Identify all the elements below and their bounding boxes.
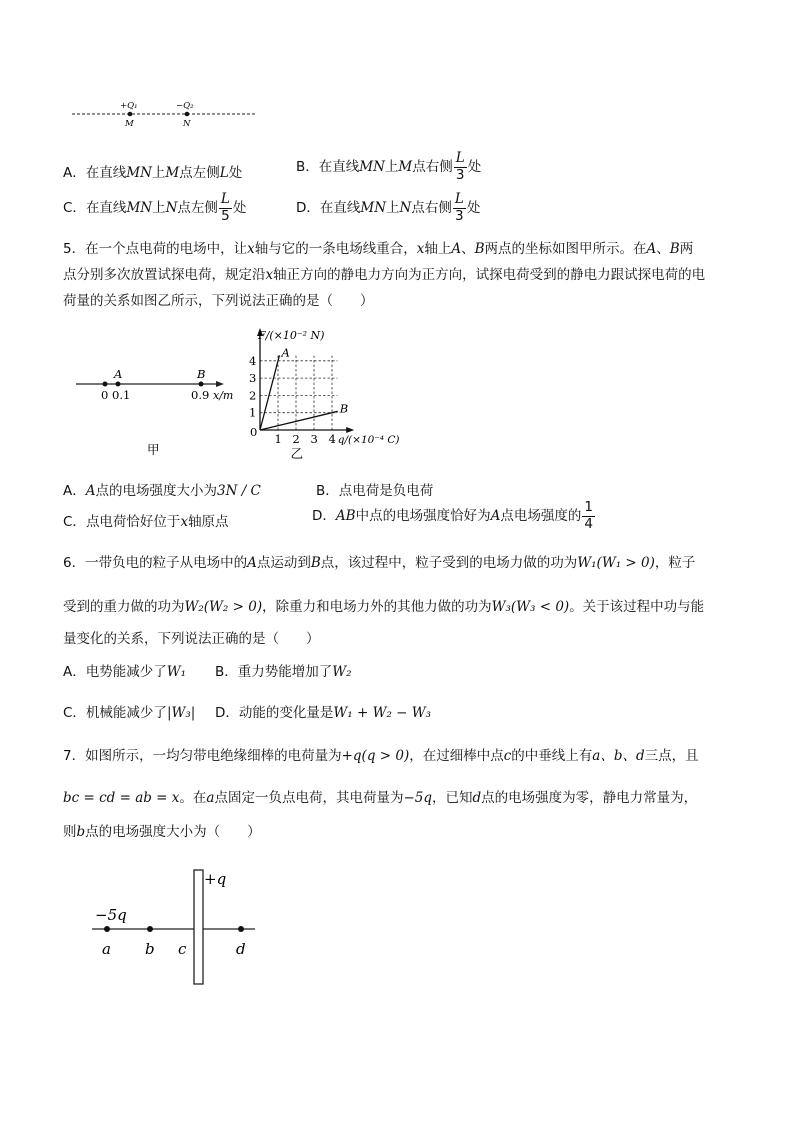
- q5-stem-line2: 点分别多次放置试探电荷，规定沿x轴正方向的静电力方向为正方向，试探电荷受到的静电力跟试探电荷的电: [63, 267, 706, 283]
- q4-option-a[interactable]: A．在直线MN上M点左侧L处: [63, 165, 243, 181]
- figure-jia: [74, 362, 244, 462]
- label-n: N: [183, 119, 191, 129]
- x-axis-title: q/(×10⁻⁴ C): [337, 434, 400, 446]
- q4-option-d[interactable]: D．在直线MN上N点右侧 $\frac{L}{3}$ 处: [296, 191, 481, 224]
- q7-stem-line1: 7．如图所示，一均匀带电绝缘细棒的电荷量为+q(q > 0)，在过细棒中点c的中垂线上有a、b、d三点，且: [63, 748, 699, 764]
- q6-stem-line3: 量变化的关系，下列说法正确的是（ ）: [63, 631, 320, 647]
- point-charge-label: −5q: [95, 906, 127, 924]
- label-a: a: [102, 940, 111, 958]
- jia-label-a: A: [114, 367, 123, 381]
- label-c: c: [178, 940, 187, 958]
- q5-option-a[interactable]: A．A点的电场强度大小为3N / C: [63, 483, 261, 499]
- point-n: [185, 112, 190, 117]
- q5-stem-line1: 5．在一个点电荷的电场中，让x轴与它的一条电场线重合，x轴上A、B两点的坐标如图甲所示。在A、B两: [63, 241, 694, 257]
- q5-stem-line3: 荷量的关系如图乙所示，下列说法正确的是（ ）: [63, 293, 374, 309]
- x-tick-label: 2: [292, 432, 300, 446]
- q5-option-c[interactable]: C．点电荷恰好位于x轴原点: [63, 514, 229, 530]
- y-tick-label: 2: [249, 388, 257, 403]
- point-a-dot: [104, 926, 110, 932]
- q6-option-c[interactable]: C．机械能减少了|W₃|: [63, 705, 196, 721]
- point-origin: [103, 382, 108, 387]
- fraction-l-3: $\frac{L}{3}$: [455, 150, 465, 183]
- q5-option-b[interactable]: B．点电荷是负电荷: [316, 483, 434, 499]
- figure-yi-chart: [240, 322, 430, 462]
- jia-label-b: B: [197, 367, 206, 381]
- jia-tick-09: 0.9: [191, 388, 210, 402]
- label-q2: −Q₂: [176, 101, 194, 111]
- jia-tick-01: 0.1: [112, 388, 131, 402]
- q4-option-b[interactable]: B．在直线MN上M点右侧 $\frac{L}{3}$ 处: [296, 150, 482, 183]
- point-b-dot: [147, 926, 153, 932]
- x-tick-label: 1: [274, 432, 282, 446]
- y-tick-label: 1: [249, 405, 257, 420]
- q6-stem-line1: 6．一带负电的粒子从电场中的A点运动到B点，该过程中，粒子受到的电场力做的功为W₁(W₁ > 0)，粒子: [63, 555, 696, 571]
- label-m: M: [125, 119, 134, 129]
- q4-option-c[interactable]: C．在直线MN上N点左侧 $\frac{L}{5}$ 处: [63, 191, 247, 224]
- q6-option-b[interactable]: B．重力势能增加了W₂: [215, 664, 352, 680]
- point-b: [199, 382, 204, 387]
- x-axis-arrow-icon: [346, 427, 354, 433]
- series-label-a: A: [281, 345, 290, 360]
- rod-charge-label: +q: [204, 870, 227, 888]
- fraction-l-5: $\frac{L}{5}$: [220, 191, 230, 224]
- point-d-dot: [238, 926, 244, 932]
- y-axis-title: F/(×10⁻² N): [258, 329, 325, 342]
- q7-stem-line2: bc = cd = ab = x。在a点固定一负点电荷，其电荷量为−5q，已知d点的电场强度为零，静电力常量为，: [63, 790, 698, 806]
- q6-option-d[interactable]: D．动能的变化量是W₁ + W₂ − W₃: [215, 705, 432, 721]
- label-d: d: [236, 940, 246, 958]
- fraction-1-4: $\frac{1}{4}$: [584, 499, 593, 532]
- jia-unit: x/m: [213, 389, 234, 402]
- q6-option-a[interactable]: A．电势能减少了W₁: [63, 664, 187, 680]
- q7-stem-line3: 则b点的电场强度大小为（ ）: [63, 824, 261, 840]
- chart-caption: 乙: [290, 446, 304, 461]
- mn-figure: [70, 98, 270, 130]
- point-m: [128, 112, 133, 117]
- x-axis-arrow-icon: [216, 381, 224, 387]
- jia-tick-0: 0: [101, 388, 109, 402]
- rod-figure: [90, 866, 270, 991]
- label-q1: +Q₁: [120, 101, 138, 111]
- q6-stem-line2: 受到的重力做的功为W₂(W₂ > 0)，除重力和电场力外的其他力做的功为W₃(W₃ < 0)。关于该过程中功与能: [63, 599, 705, 615]
- x-tick-label: 4: [328, 432, 336, 446]
- origin-label: 0: [250, 425, 258, 439]
- y-tick-label: 4: [249, 353, 257, 368]
- q5-option-d[interactable]: D．AB中点的电场强度恰好为A点电场强度的 $\frac{1}{4}$: [312, 499, 593, 532]
- series-line-a: [260, 355, 279, 430]
- jia-caption: 甲: [147, 442, 160, 457]
- y-tick-label: 3: [249, 371, 257, 386]
- series-line-b: [260, 411, 338, 430]
- point-a: [116, 382, 121, 387]
- label-b: b: [145, 940, 155, 958]
- series-label-b: B: [339, 401, 349, 416]
- charged-rod: [194, 870, 203, 984]
- fraction-l-3b: $\frac{L}{3}$: [454, 191, 464, 224]
- x-tick-label: 3: [310, 432, 318, 446]
